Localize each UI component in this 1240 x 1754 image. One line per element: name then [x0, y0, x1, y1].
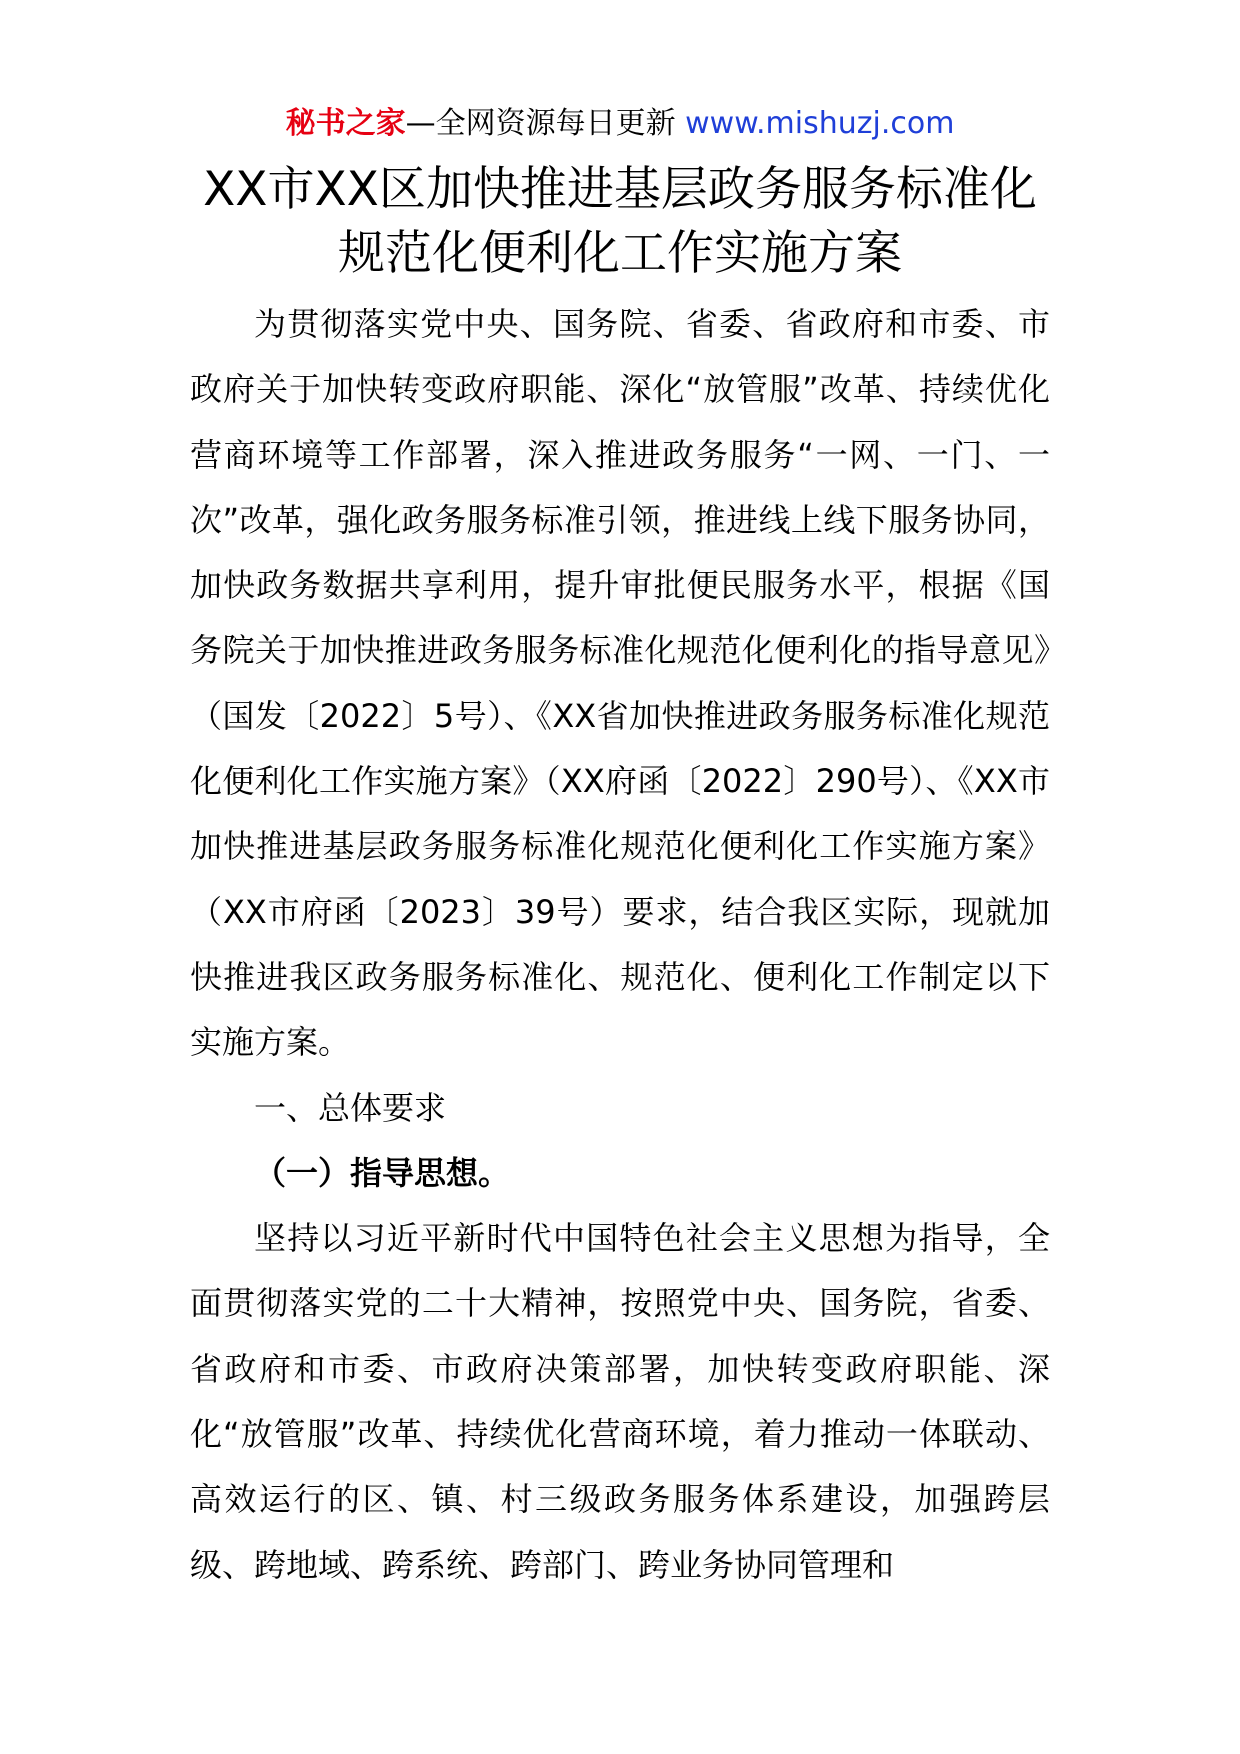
document-body [190, 292, 1050, 1598]
subsection-heading: （一）指导思想。 [254, 1153, 511, 1192]
document-title [0, 158, 1240, 286]
site-url[interactable]: www.mishuzj.com [685, 106, 955, 141]
brand-name: 秘书之家 [285, 106, 406, 141]
document-title-line-2: 规范化便利化工作实施方案 [338, 226, 902, 281]
intro-paragraph: 为贯彻落实党中央、国务院、省委、省政府和市委、市政府关于加快转变政府职能、深化“放管服”改革、持续优化营商环境等工作部署，深入推进政务服务“一网、一门、一次”改革，强化政务服务标准引领，推进线上线下服务协同，加快政务数据共享利用，提升审批便民服务水平，根据《国务院关于加快推进政务服务标准化规范化便利化的指导意见》（国发〔2022〕5号）、《XX省加快推进政务服务标准化规范化便利化工作实施方案》（XX府函〔2022〕290号）、《XX市加快推进基层政务服务标准化规范化便利化工作实施方案》（XX市府函〔2023〕39号）要求，结合我区实际，现就加快推进我区政务服务标准化、规范化、便利化工作制定以下实施方案。 [190, 305, 1050, 1062]
section-heading: 一、总体要求 [254, 1088, 447, 1127]
site-tagline: —全网资源每日更新 [405, 106, 686, 141]
site-header [0, 102, 1240, 146]
subsection-paragraph: 坚持以习近平新时代中国特色社会主义思想为指导，全面贯彻落实党的二十大精神，按照党中央、国务院，省委、省政府和市委、市政府决策部署，加快转变政府职能、深化“放管服”改革、持续优化营商环境，着力推动一体联动、高效运行的区、镇、村三级政务服务体系建设，加强跨层级、跨地域、跨系统、跨部门、跨业务协同管理和 [190, 1219, 1050, 1584]
document-title-line-1: XX市XX区加快推进基层政务服务标准化 [203, 162, 1037, 217]
